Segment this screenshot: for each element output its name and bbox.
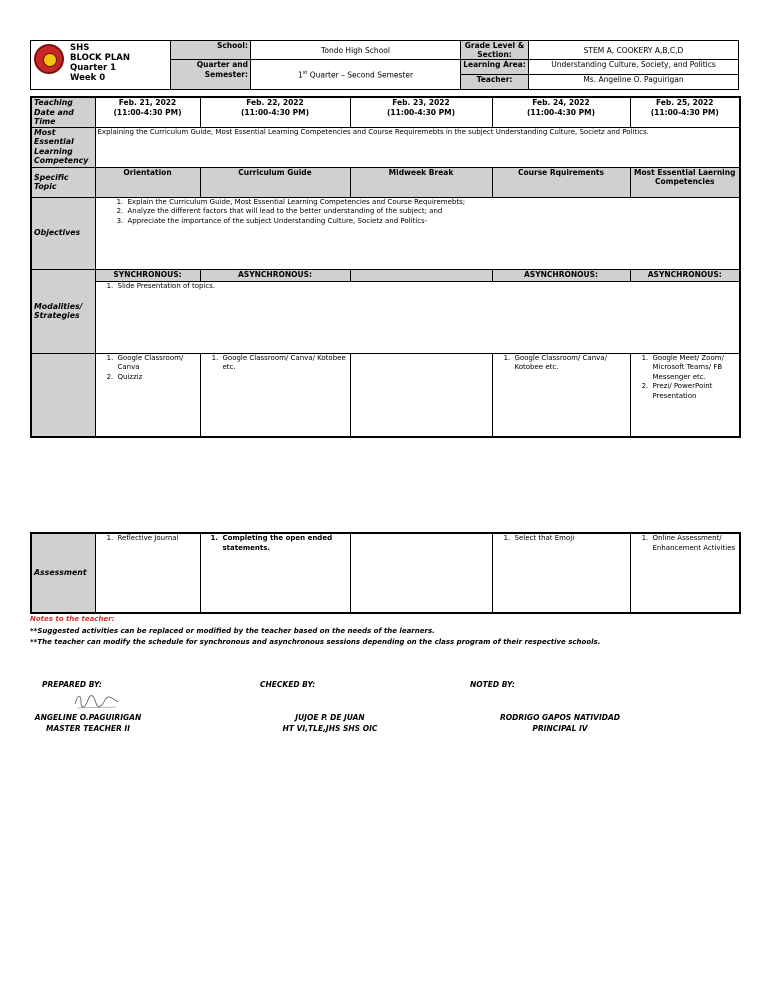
tools-mon [95,353,200,437]
tools-wed [350,353,492,437]
day-time: (11:00-4:30 PM) [113,107,182,117]
tool-item: 1. Google Classroom/ Canva/ Kotobee etc. [221,354,348,373]
tool-item: 1. Google Classroom/ Canva/ Kotobee etc. [513,354,628,373]
topic-thu: Course Rquirements [492,167,630,197]
objectives-cell [95,197,740,269]
teacher-value: Ms. Angeline O. Paguirigan [529,75,739,90]
assessment-item: 1. Completing the open ended statements. [221,534,348,553]
tools-label-cell [31,353,95,437]
tool-item: 1. Google Meet/ Zoom/ Microsoft Teams/ FB Messenger etc. [651,354,738,383]
tool-item: 2. Prezi/ PowerPoint Presentation [651,382,738,401]
quarter-label: Quarter and Semester: [171,60,251,90]
day-cell-mon [95,97,200,127]
area-label: Learning Area: [461,60,529,75]
noted-by-title: PRINCIPAL IV [532,724,588,733]
assessment-tue [200,533,350,613]
day-cell-tue [200,97,350,127]
assessment-wed [350,533,492,613]
plan-title-line3: Quarter 1 [70,63,117,73]
tools-fri [630,353,740,437]
school-label: School: [171,41,251,60]
assessment-label: Assessment [31,533,95,613]
assessment-item: 1. Online Assessment/ Enhancement Activities [651,534,738,553]
topic-label: Specific Topic [31,167,95,197]
competency-text: Explaining the Curriculum Guide, Most Essential Learning Competencies and Course Requiremebts in the subject Understanding Culture, Societz and Politics. [95,127,740,167]
notes-line: **Suggested activities can be replaced or modified by the teacher based on the needs of the learners. [30,626,435,635]
modality-head-tue: ASYNCHRONOUS: [200,269,350,281]
notes-heading: Notes to the teacher: [30,615,115,623]
handwritten-signature [72,690,122,712]
objectives-label: Objectives [31,197,95,269]
objective-item: 3. Appreciate the importance of the subject Understanding Culture, Societz and Politics- [126,217,738,227]
modality-item: 1. Slide Presentation of topics. [116,282,738,292]
teaching-date-label: Teaching Date and Time [31,97,95,127]
day-date: Feb. 21, 2022 [118,98,177,107]
day-cell-thu [492,97,630,127]
teacher-notes [30,614,600,649]
topic-mon: Orientation [95,167,200,197]
area-value: Understanding Culture, Society, and Politics [529,60,739,75]
modality-head-wed [350,269,492,281]
plan-title-line1: SHS [70,43,90,53]
header-title-cell [31,41,171,90]
day-cell-fri [630,97,740,127]
checked-by-label: CHECKED BY: [260,680,316,689]
modality-head-fri: ASYNCHRONOUS: [630,269,740,281]
day-date: Feb. 24, 2022 [532,98,590,107]
assessment-table [30,532,741,614]
header-table [30,40,739,90]
teacher-label: Teacher: [461,75,529,90]
school-logo [34,44,64,74]
school-value: Tondo High School [251,41,461,60]
prepared-by-name: ANGELINE O.PAGUIRIGAN [34,713,142,722]
assessment-thu [492,533,630,613]
modalities-label: Modalities/ Strategies [31,269,95,353]
checked-by-block [270,712,390,734]
plan-table [30,96,741,438]
day-time: (11:00-4:30 PM) [526,107,596,117]
competency-label: Most Essential Learning Competency [31,127,95,167]
objective-item: 2. Analyze the different factors that will lead to the better understanding of the subject; and [126,207,738,217]
topic-fri: Most Essential Laerning Competencies [630,167,740,197]
plan-title-line4: Week 0 [70,73,106,83]
topic-wed: Midweek Break [350,167,492,197]
objective-item: 1. Explain the Curriculum Guide, Most Essential Learning Competencies and Course Requiremebts; [126,198,738,208]
day-date: Feb. 23, 2022 [392,98,450,107]
noted-by-block [490,712,630,734]
modality-cell [95,281,740,353]
day-time: (11:00-4:30 PM) [240,107,310,117]
tools-tue [200,353,350,437]
noted-by-name: RODRIGO GAPOS NATIVIDAD [499,713,621,722]
grade-value: STEM A, COOKERY A,B,C,D [529,41,739,60]
modality-head-thu: ASYNCHRONOUS: [492,269,630,281]
prepared-by-block [26,712,150,734]
assessment-item: 1. Reflective Journal [116,534,198,544]
day-date: Feb. 25, 2022 [655,98,714,107]
assessment-fri [630,533,740,613]
day-time: (11:00-4:30 PM) [650,107,719,117]
plan-title-line2: BLOCK PLAN [70,53,130,63]
tool-item: 2. Quizziz [116,373,198,383]
day-time: (11:00-4:30 PM) [386,107,456,117]
prepared-by-title: MASTER TEACHER II [46,724,130,733]
modality-head-mon: SYNCHRONOUS: [95,269,200,281]
day-cell-wed [350,97,492,127]
grade-label: Grade Level & Section: [461,41,529,60]
noted-by-label: NOTED BY: [470,680,515,689]
checked-by-name: JUJOE P. DE JUAN [295,713,365,722]
assessment-item: 1. Select that Emoji [513,534,628,544]
tool-item: 1. Google Classroom/ Canva [116,354,198,373]
topic-tue: Curriculum Guide [200,167,350,197]
checked-by-title: HT VI,TLE,JHS SHS OIC [282,724,378,733]
quarter-value: 1st Quarter – Second Semester [251,60,461,90]
day-date: Feb. 22, 2022 [246,98,304,107]
assessment-mon [95,533,200,613]
notes-line: **The teacher can modify the schedule for synchronous and asynchronous sessions depending on the class program of their respective schools. [30,638,601,646]
tools-thu [492,353,630,437]
prepared-by-label: PREPARED BY: [42,680,102,689]
